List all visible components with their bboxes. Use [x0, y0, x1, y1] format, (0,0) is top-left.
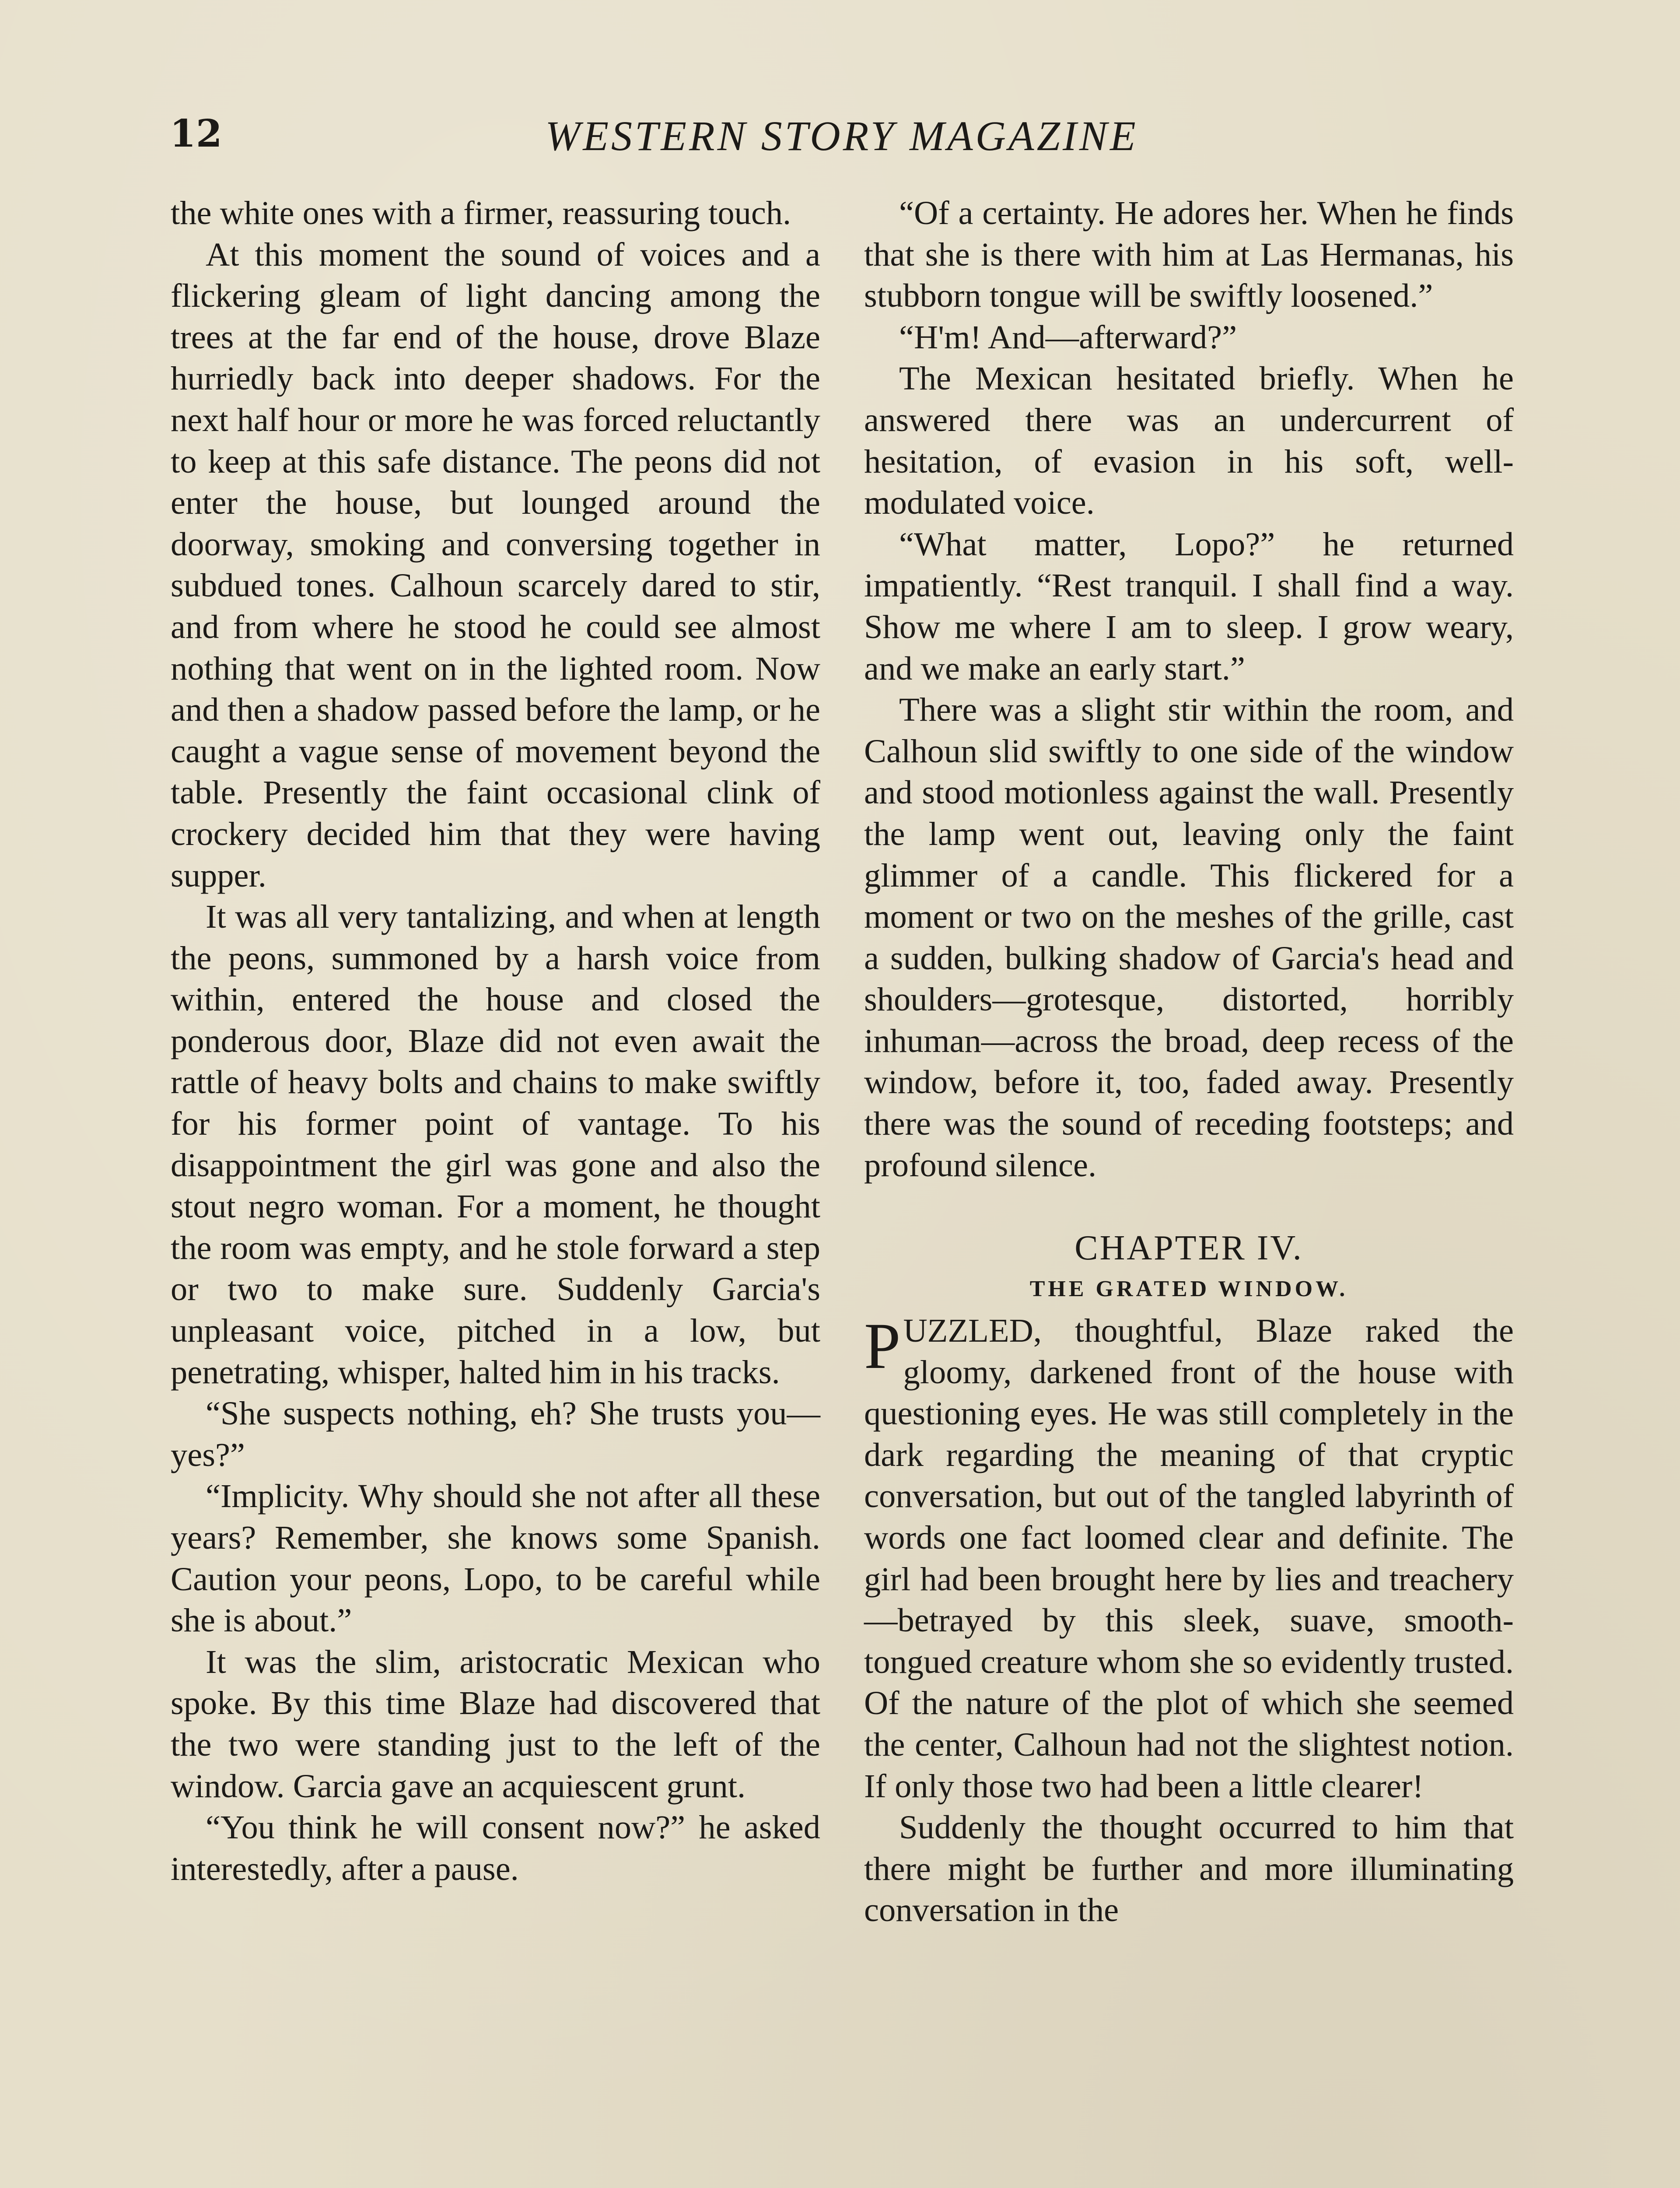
page-header — [170, 112, 1514, 160]
chapter-heading: CHAPTER IV. — [1074, 1228, 1303, 1267]
magazine-title: WESTERN STORY MAGAZINE — [545, 112, 1138, 159]
drop-cap: P — [864, 1310, 901, 1383]
paragraph-text: UZZLED, thoughtful, Blaze raked the gloomy, darkened front of the house with questioning eyes. He was still completely in the dark regarding the meaning of that cryptic conversation, but out of the tangled labyrinth of words one fact loomed clear and definite. The girl had been brought here by lies and treachery—betrayed by this sleek, suave, smooth-tongued creature whom she so evidently trusted. Of the nature of the plot of which she seemed the center, Calhoun had not the slightest notion. If only those two had been a little clearer! — [864, 1312, 1514, 1805]
paragraph: “Of a certainty. He adores her. When he finds that she is there with him at Las Hermanas, his stubborn tongue will be swiftly loosened.” — [864, 194, 1514, 315]
paragraph: “She suspects nothing, eh? She trusts you—yes?” — [171, 1395, 820, 1473]
paragraph: There was a slight stir within the room, and Calhoun slid swiftly to one side of the window and stood motionless against the wall. Presently the lamp went out, leaving only the faint glimmer of a candle. This flickered for a moment or two on the meshes of the grille, cast a sudden, bulking shadow of Garcia's head and shoulders—grotesque, distorted, horribly inhuman—across the broad, deep recess of the window, before it, too, faded away. Presently there was the sound of receding footsteps; and profound silence. — [864, 691, 1514, 1184]
chapter-first-paragraph — [864, 1310, 1514, 1807]
paragraph: It was all very tantalizing, and when at length the peons, summoned by a harsh voice from within, entered the house and closed the ponderous door, Blaze did not even await the rattle of heavy bolts and chains to make swiftly for his former point of vantage. To his disappointment the girl was gone and also the stout negro woman. For a moment, he thought the room was empty, and he stole forward a step or two to make sure. Suddenly Garcia's unpleasant voice, pitched in a low, but penetrating, whisper, halted him in his tracks. — [171, 898, 820, 1391]
right-column — [864, 193, 1514, 1931]
chapter-subtitle: THE GRATED WINDOW. — [1029, 1276, 1348, 1302]
paragraph: “What matter, Lopo?” he returned impatiently. “Rest tranquil. I shall find a way. Show me where I am to sleep. I grow weary, and we make an early start.” — [864, 525, 1514, 687]
paragraph: At this moment the sound of voices and a flickering gleam of light dancing among the trees at the far end of the house, drove Blaze hurriedly back into deeper shadows. For the next half hour or more he was forced reluctantly to keep at this safe distance. The peons did not enter the house, but lounged around the doorway, smoking and conversing together in subdued tones. Calhoun scarcely dared to stir, and from where he stood he could see almost nothing that went on in the lighted room. Now and then a shadow passed before the lamp, or he caught a vague sense of movement beyond the table. Presently the faint occasional clink of crockery decided him that they were having supper. — [171, 235, 820, 894]
paragraph: The Mexican hesitated briefly. When he answered there was an undercurrent of hesitation, of evasion in his soft, well-modulated voice. — [864, 360, 1514, 522]
paragraph: “Implicity. Why should she not after all these years? Remember, she knows some Spanish. Caution your peons, Lopo, to be careful while she is about.” — [171, 1477, 820, 1639]
left-column — [171, 193, 820, 1890]
page-number: 12 — [170, 112, 222, 156]
paragraph: “You think he will consent now?” he asked interestedly, after a pause. — [171, 1809, 820, 1887]
paragraph: the white ones with a firmer, reassuring touch. — [171, 194, 791, 231]
paragraph: Suddenly the thought occurred to him that there might be further and more illuminating conversation in the — [864, 1809, 1514, 1929]
paragraph: It was the slim, aristocratic Mexican who spoke. By this time Blaze had discovered that the two were standing just to the left of the window. Garcia gave an acquiescent grunt. — [171, 1643, 820, 1805]
paragraph: “H'm! And—afterward?” — [899, 318, 1237, 356]
